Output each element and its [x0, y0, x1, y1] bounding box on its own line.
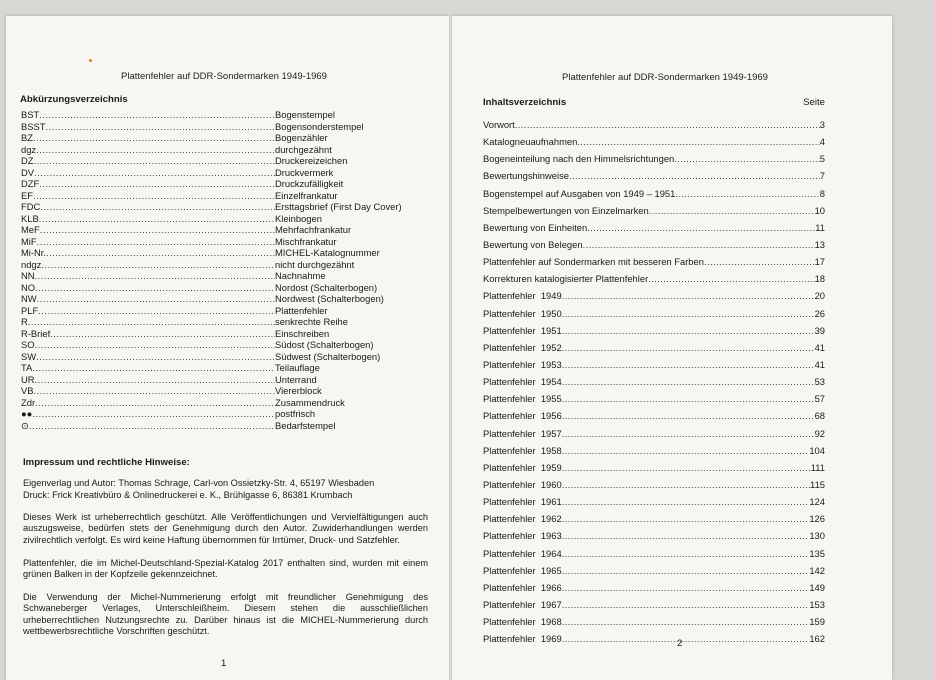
abbreviation-meaning: durchgezähnt [275, 143, 332, 155]
abbreviation-key: MeF [21, 224, 40, 235]
toc-entry [483, 613, 825, 630]
toc-entry-label: Plattenfehler auf Sondermarken mit besseren Farben [483, 256, 704, 268]
leader-dots [33, 190, 275, 202]
abbreviation-key: dgz [21, 143, 37, 155]
abbreviation-meaning: senkrechte Reihe [275, 316, 348, 327]
leader-dots [562, 493, 810, 510]
abbreviation-meaning: Kleinbogen [275, 212, 322, 224]
toc-entry [483, 185, 825, 202]
leader-dots [562, 442, 810, 459]
toc-entry-page: 149 [809, 581, 825, 593]
toc-entry-label: Plattenfehler 1951 [483, 324, 562, 336]
toc-entry-label: Bewertung von Belegen [483, 238, 583, 250]
impressum-print: Druck: Frick Kreativbüro & Onlinedruckerei e. K., Brühlgasse 6, 86381 Krumbach [23, 490, 353, 500]
abbreviation-row [21, 236, 421, 248]
toc-entry-label: Bogenstempel auf Ausgaben von 1949 – 1951 [483, 187, 676, 199]
toc-entry [483, 373, 825, 390]
abbreviation-meaning: Druckzufälligkeit [275, 178, 344, 189]
left-page [6, 16, 449, 680]
toc-entry-page: 111 [810, 461, 825, 473]
leader-dots [35, 397, 275, 409]
plf-paragraph: Plattenfehler, die im Michel-Deutschland-Spezial-Katalog 2017 enthalten sind, wurden mit einem grünen Balken in der Kopfzeile gekennzeichnet. [23, 558, 428, 580]
leader-dots [562, 476, 810, 493]
toc-entry-page: 18 [814, 273, 825, 285]
abbreviation-key: FDC [21, 201, 41, 212]
abbreviation-key: VB [21, 385, 34, 396]
leader-dots [32, 408, 275, 420]
toc-entry-page: 153 [809, 598, 825, 610]
toc-entry-label: Plattenfehler 1969 [483, 633, 562, 645]
abbreviations-list [21, 109, 421, 431]
leader-dots [562, 390, 815, 407]
abbreviation-row [21, 247, 421, 259]
toc-entry-page: 20 [814, 290, 825, 302]
toc-entry [483, 270, 825, 287]
toc-entry-page: 41 [814, 358, 825, 370]
leader-dots [562, 613, 810, 630]
toc-entry-label: Plattenfehler 1950 [483, 307, 562, 319]
toc-entry [483, 150, 825, 167]
abbreviation-row [21, 374, 421, 386]
leader-dots [32, 362, 275, 374]
abbreviation-row [21, 328, 421, 340]
toc-entry-page: 26 [814, 307, 825, 319]
abbreviation-row [21, 132, 421, 144]
abbreviation-meaning: Druckereizeichen [275, 155, 348, 166]
right-page-header: Plattenfehler auf DDR-Sondermarken 1949-1969 [562, 72, 768, 83]
leader-dots [562, 527, 810, 544]
orange-mark [89, 59, 92, 62]
leader-dots [562, 425, 815, 442]
abbreviation-meaning: Bogensonderstempel [275, 120, 364, 132]
abbreviation-row [21, 293, 421, 305]
abbreviation-meaning: Bogenzähler [275, 132, 328, 143]
toc-title: Inhaltsverzeichnis [483, 97, 567, 108]
leader-dots [562, 545, 810, 562]
leader-dots [648, 270, 814, 287]
toc-entry-label: Plattenfehler 1952 [483, 341, 562, 353]
leader-dots [515, 116, 820, 133]
leader-dots [28, 316, 275, 328]
toc-entry [483, 322, 825, 339]
abbreviation-row [21, 190, 421, 202]
toc-entry-label: Plattenfehler 1964 [483, 547, 562, 559]
leader-dots [562, 373, 815, 390]
copyright-paragraph: Dieses Werk ist urheberrechtlich geschützt. Alle Veröffentlichungen und Vervielfältigungen auch auszugsweise, bedürfen stets der Genehmigung durch den Autor. Zuwiderhandlungen werden zivilrechtlich verfolgt. Es wird keine Haftung übernommen für Irrtümer, Druck- und Satzfehler. [23, 512, 428, 545]
toc-entry [483, 356, 825, 373]
toc-entry-page: 4 [819, 136, 825, 148]
toc-entry-label: Plattenfehler 1962 [483, 513, 562, 525]
abbreviation-key: DV [21, 166, 35, 178]
toc-entry [483, 545, 825, 562]
left-page-header: Plattenfehler auf DDR-Sondermarken 1949-1969 [121, 71, 327, 82]
leader-dots [583, 236, 815, 253]
toc-entry-page: 53 [814, 376, 825, 388]
abbreviation-meaning: Viererblock [275, 385, 322, 396]
toc-entry-page: 130 [809, 530, 825, 542]
leader-dots [577, 133, 819, 150]
leader-dots [40, 201, 275, 213]
abbreviation-row [21, 224, 421, 236]
toc-entry-label: Plattenfehler 1957 [483, 427, 562, 439]
michel-paragraph: Die Verwendung der Michel-Nummerierung erfolgt mit freundlicher Genehmigung des Schwaneberger Verlages, Unterschleißheim. Diesem stehen die ausschließlichen urheberrechtlichen Nutzungsrechte zu. Darüber hinaus ist die MICHEL-Nummerierung durch wettbewerbsrechtliche Vorschriften geschützt. [23, 592, 428, 637]
abbreviation-key: BZ [21, 132, 33, 143]
toc-entry-page: 41 [814, 341, 825, 353]
toc-entry-label: Plattenfehler 1955 [483, 393, 562, 405]
toc-entry-page: 5 [819, 153, 825, 165]
toc-entry [483, 459, 825, 476]
abbreviation-key: BST [21, 109, 40, 120]
abbreviation-row [21, 420, 421, 432]
leader-dots [587, 219, 815, 236]
toc-entry-label: Stempelbewertungen von Einzelmarken [483, 204, 649, 216]
abbreviation-key: PLF [21, 304, 39, 316]
toc-entry [483, 236, 825, 253]
toc-entry-page: 135 [809, 547, 825, 559]
leader-dots [562, 459, 811, 476]
toc-list [483, 116, 825, 647]
toc-entry-label: Korrekturen katalogisierter Plattenfehler [483, 273, 649, 285]
abbreviation-key: BSST [21, 120, 46, 132]
abbreviation-key: ●● [21, 408, 33, 419]
leader-dots [36, 351, 275, 363]
abbreviation-key: EF [21, 189, 33, 201]
leader-dots [34, 385, 275, 397]
leader-dots [39, 178, 275, 190]
toc-entry [483, 305, 825, 322]
abbreviation-row [21, 144, 421, 156]
abbreviation-key: NO [21, 281, 36, 293]
toc-entry-label: Plattenfehler 1953 [483, 358, 562, 370]
toc-page-column-label: Seite [803, 97, 825, 108]
leader-dots [562, 305, 815, 322]
leader-dots [39, 213, 275, 225]
toc-entry [483, 630, 825, 647]
abbreviation-key: DZF [21, 178, 40, 189]
impressum-author: Eigenverlag und Autor: Thomas Schrage, Carl-von Ossietzky-Str. 4, 65197 Wiesbaden [23, 478, 375, 488]
toc-entry [483, 425, 825, 442]
abbreviation-key: DZ [21, 155, 34, 166]
abbreviation-row [21, 259, 421, 271]
toc-entry-page: 162 [809, 633, 825, 645]
abbreviation-meaning: Unterrand [275, 373, 317, 385]
toc-entry-label: Plattenfehler 1949 [483, 290, 562, 302]
abbreviation-key: Mi-Nr. [21, 247, 46, 258]
leader-dots [29, 420, 275, 432]
toc-entry-page: 68 [814, 410, 825, 422]
toc-entry-label: Plattenfehler 1966 [483, 581, 562, 593]
toc-entry-label: Plattenfehler 1967 [483, 598, 562, 610]
abbreviation-meaning: Teilauflage [275, 362, 320, 373]
abbreviation-meaning: Südost (Schalterbogen) [275, 339, 374, 350]
toc-entry-page: 7 [819, 170, 825, 182]
abbreviation-row [21, 305, 421, 317]
leader-dots [35, 282, 275, 294]
abbreviation-key: MiF [21, 235, 37, 247]
abbreviation-key: NN [21, 270, 35, 281]
toc-entry-page: 8 [819, 187, 825, 199]
abbreviation-row [21, 201, 421, 213]
abbreviation-key: TA [21, 362, 33, 373]
abbreviation-meaning: Nachnahme [275, 270, 326, 281]
leader-dots [50, 328, 275, 340]
toc-entry-page: 11 [815, 221, 825, 233]
abbreviation-meaning: Nordost (Schalterbogen) [275, 281, 378, 293]
abbreviation-key: ⊙ [21, 419, 29, 431]
toc-entry-page: 39 [814, 324, 825, 336]
right-page [452, 16, 892, 680]
leader-dots [562, 596, 810, 613]
toc-entry [483, 407, 825, 424]
leader-dots [649, 202, 815, 219]
leader-dots [38, 305, 275, 317]
toc-entry [483, 476, 825, 493]
leader-dots [562, 339, 815, 356]
toc-entry-label: Bewertung von Einheiten [483, 221, 588, 233]
abbreviation-row [21, 213, 421, 225]
leader-dots [35, 374, 275, 386]
toc-entry-page: 124 [809, 496, 825, 508]
abbreviation-key: R-Brief [21, 327, 51, 339]
toc-entry [483, 219, 825, 236]
abbreviation-row [21, 385, 421, 397]
leader-dots [34, 155, 276, 167]
toc-entry [483, 579, 825, 596]
abbreviation-meaning: Mischfrankatur [275, 235, 337, 247]
abbreviation-meaning: Bedarfstempel [275, 419, 336, 431]
abbreviation-meaning: Nordwest (Schalterbogen) [275, 293, 384, 304]
toc-entry-page: 3 [819, 119, 825, 130]
toc-entry-label: Plattenfehler 1959 [483, 461, 562, 473]
leader-dots [674, 150, 820, 167]
abbreviation-row [21, 282, 421, 294]
abbreviation-meaning: postfrisch [275, 408, 316, 419]
toc-entry [483, 116, 825, 133]
abbreviation-meaning: Einschreiben [275, 327, 330, 339]
toc-entry-label: Vorwort [483, 119, 515, 130]
leader-dots [37, 236, 275, 248]
leader-dots [562, 562, 810, 579]
toc-entry [483, 287, 825, 304]
leader-dots [562, 407, 815, 424]
leader-dots [704, 253, 815, 270]
toc-entry [483, 596, 825, 613]
abbreviation-meaning: Plattenfehler [275, 304, 328, 316]
table-of-contents [483, 96, 825, 647]
abbreviation-row [21, 270, 421, 282]
abbreviation-row [21, 397, 421, 409]
toc-entry [483, 390, 825, 407]
abbreviation-key: Zdr [21, 396, 36, 408]
abbreviation-key: SW [21, 350, 37, 362]
toc-entry [483, 510, 825, 527]
abbreviation-row [21, 178, 421, 190]
abbreviation-row [21, 109, 421, 121]
leader-dots [562, 579, 810, 596]
toc-entry [483, 133, 825, 150]
abbreviation-row [21, 121, 421, 133]
abbreviation-meaning: Mehrfachfrankatur [275, 224, 352, 235]
abbreviation-key: ndgz [21, 258, 42, 270]
abbreviation-key: NW [21, 293, 37, 304]
toc-entry [483, 527, 825, 544]
abbreviation-row [21, 316, 421, 328]
leader-dots [33, 132, 275, 144]
leader-dots [41, 259, 275, 271]
leader-dots [562, 287, 815, 304]
abbreviation-meaning: Einzelfrankatur [275, 189, 338, 201]
leader-dots [569, 167, 820, 184]
leader-dots [35, 270, 275, 282]
leader-dots [46, 121, 276, 133]
toc-entry [483, 167, 825, 184]
toc-entry-page: 126 [809, 513, 825, 525]
abbreviation-row [21, 155, 421, 167]
abbreviation-row [21, 362, 421, 374]
toc-entry-label: Bogeneinteilung nach den Himmelsrichtungen [483, 153, 675, 165]
toc-entry-page: 13 [814, 238, 825, 250]
toc-header [483, 96, 825, 110]
leader-dots [562, 322, 815, 339]
toc-entry-label: Plattenfehler 1958 [483, 444, 562, 456]
impressum-title: Impressum und rechtliche Hinweise: [23, 457, 190, 468]
leader-dots [562, 356, 815, 373]
toc-entry-label: Plattenfehler 1963 [483, 530, 562, 542]
abbreviation-key: R [21, 316, 28, 327]
leader-dots [37, 293, 275, 305]
toc-entry-label: Plattenfehler 1961 [483, 496, 562, 508]
toc-entry-label: Plattenfehler 1956 [483, 410, 562, 422]
abbreviation-meaning: Südwest (Schalterbogen) [275, 350, 381, 362]
toc-entry-label: Plattenfehler 1968 [483, 616, 562, 628]
toc-entry-page: 142 [809, 564, 825, 576]
toc-entry-page: 104 [809, 444, 825, 456]
toc-entry-page: 115 [810, 478, 825, 490]
toc-entry-label: Bewertungshinweise [483, 170, 569, 182]
abbreviation-row [21, 167, 421, 179]
leader-dots [562, 510, 810, 527]
toc-entry-label: Katalogneuaufnahmen [483, 136, 578, 148]
abbreviation-meaning: Bogenstempel [275, 109, 335, 120]
leader-dots [36, 144, 275, 156]
toc-entry-page: 10 [814, 204, 825, 216]
toc-entry [483, 442, 825, 459]
toc-entry [483, 339, 825, 356]
leader-dots [39, 109, 275, 121]
toc-entry [483, 202, 825, 219]
leader-dots [675, 185, 819, 202]
toc-entry-page: 57 [814, 393, 825, 405]
abbreviation-key: UR [21, 373, 35, 385]
abbreviation-key: SO [21, 339, 35, 350]
leader-dots [34, 167, 275, 179]
toc-entry-page: 92 [814, 427, 825, 439]
impressum-block [23, 477, 428, 501]
abbreviation-row [21, 351, 421, 363]
toc-entry [483, 493, 825, 510]
toc-entry [483, 253, 825, 270]
toc-entry-label: Plattenfehler 1960 [483, 478, 562, 490]
leader-dots [562, 630, 810, 647]
leader-dots [40, 224, 275, 236]
leader-dots [35, 339, 275, 351]
abbreviation-row [21, 339, 421, 351]
toc-entry-label: Plattenfehler 1965 [483, 564, 562, 576]
abbreviation-meaning: MICHEL-Katalognummer [275, 247, 380, 258]
toc-entry-label: Plattenfehler 1954 [483, 376, 562, 388]
toc-entry-page: 17 [814, 256, 825, 268]
abbreviation-meaning: Druckvermerk [275, 166, 334, 178]
abbreviation-row [21, 408, 421, 420]
abbreviations-title: Abkürzungsverzeichnis [20, 94, 128, 105]
left-page-number: 1 [221, 658, 227, 669]
leader-dots [46, 247, 275, 259]
toc-entry-page: 159 [809, 616, 825, 628]
abbreviation-meaning: Ersttagsbrief (First Day Cover) [275, 201, 402, 212]
right-page-number: 2 [677, 638, 683, 649]
toc-entry [483, 562, 825, 579]
abbreviation-meaning: Zusammendruck [275, 396, 345, 408]
abbreviation-meaning: nicht durchgezähnt [275, 258, 355, 270]
abbreviation-key: KLB [21, 212, 39, 224]
